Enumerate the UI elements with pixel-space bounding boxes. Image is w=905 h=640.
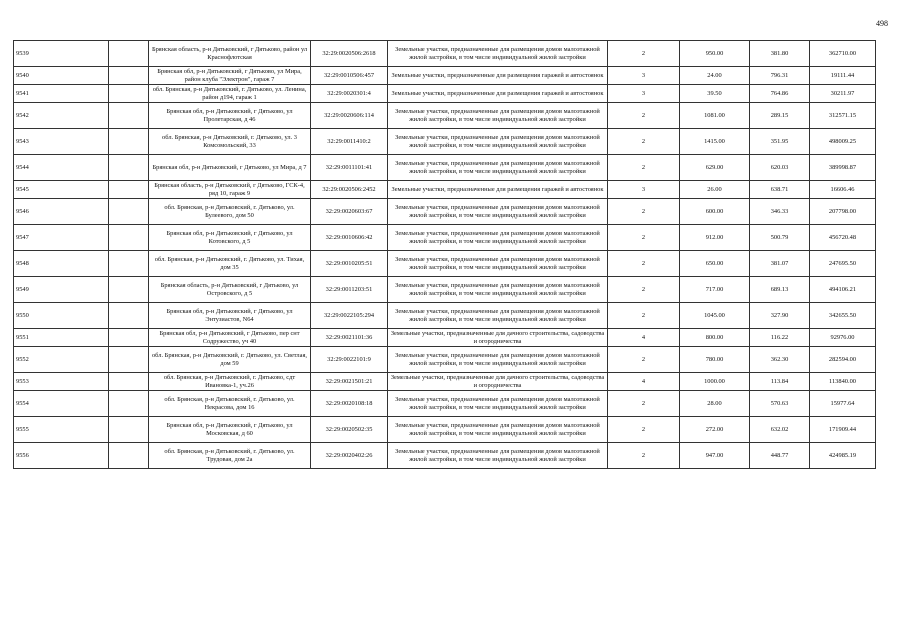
table-row bbox=[14, 103, 876, 129]
cadastral-value-cell: 113840.00 bbox=[810, 373, 876, 391]
address-cell: обл. Брянская, р-н Дятьковский, г. Дятьково, ул. Булеевого, дом 50 bbox=[149, 199, 311, 225]
specific-value-cell: 448.77 bbox=[750, 443, 810, 469]
row-number-cell: 9546 bbox=[14, 199, 109, 225]
area-cell: 1045.00 bbox=[680, 303, 750, 329]
empty-cell bbox=[109, 129, 149, 155]
cadastral-value-cell: 92976.00 bbox=[810, 329, 876, 347]
row-number-cell: 9540 bbox=[14, 67, 109, 85]
address-cell: Брянская обл, р-н Дятьковский, г Дятьково, ул Котовского, д 5 bbox=[149, 225, 311, 251]
cadastral-value-cell: 424985.19 bbox=[810, 443, 876, 469]
cadastral-value-cell: 342655.50 bbox=[810, 303, 876, 329]
cadastral-value-cell: 389998.87 bbox=[810, 155, 876, 181]
cadastral-value-cell: 456720.48 bbox=[810, 225, 876, 251]
empty-cell bbox=[109, 373, 149, 391]
permitted-use-cell: Земельные участки, предназначенные для размещения домов малоэтажной жилой застройки, в том числе индивидуальной жилой застройки bbox=[388, 41, 608, 67]
empty-cell bbox=[109, 417, 149, 443]
permitted-use-cell: Земельные участки, предназначенные для дачного строительства, садоводства и огородничества bbox=[388, 373, 608, 391]
cadastral-number-cell: 32:29:0020506:2618 bbox=[311, 41, 388, 67]
specific-value-cell: 327.90 bbox=[750, 303, 810, 329]
empty-cell bbox=[109, 67, 149, 85]
cadastral-number-cell: 32:29:0022101:9 bbox=[311, 347, 388, 373]
cadastral-value-cell: 247695.50 bbox=[810, 251, 876, 277]
specific-value-cell: 764.86 bbox=[750, 85, 810, 103]
row-number-cell: 9555 bbox=[14, 417, 109, 443]
cadastral-number-cell: 32:29:0011410:2 bbox=[311, 129, 388, 155]
table-row bbox=[14, 251, 876, 277]
group-code-cell: 2 bbox=[608, 129, 680, 155]
group-code-cell: 2 bbox=[608, 443, 680, 469]
cadastral-number-cell: 32:29:0020606:114 bbox=[311, 103, 388, 129]
row-number-cell: 9551 bbox=[14, 329, 109, 347]
specific-value-cell: 381.07 bbox=[750, 251, 810, 277]
area-cell: 629.00 bbox=[680, 155, 750, 181]
cadastral-number-cell: 32:29:0010606:42 bbox=[311, 225, 388, 251]
specific-value-cell: 289.15 bbox=[750, 103, 810, 129]
table-row bbox=[14, 181, 876, 199]
area-cell: 717.00 bbox=[680, 277, 750, 303]
address-cell: Брянская обл, р-н Дятьковский, г Дятьково, пер снт Содружество, уч 40 bbox=[149, 329, 311, 347]
address-cell: Брянская обл, р-н Дятьковский, г Дятьково, ул Московская, д 60 bbox=[149, 417, 311, 443]
permitted-use-cell: Земельные участки, предназначенные для размещения домов малоэтажной жилой застройки, в том числе индивидуальной жилой застройки bbox=[388, 155, 608, 181]
cadastral-value-cell: 494106.21 bbox=[810, 277, 876, 303]
cadastral-value-cell: 207798.00 bbox=[810, 199, 876, 225]
specific-value-cell: 689.13 bbox=[750, 277, 810, 303]
cadastral-number-cell: 32:29:0020301:4 bbox=[311, 85, 388, 103]
area-cell: 912.00 bbox=[680, 225, 750, 251]
empty-cell bbox=[109, 391, 149, 417]
table-row bbox=[14, 129, 876, 155]
cadastral-number-cell: 32:29:0010205:51 bbox=[311, 251, 388, 277]
row-number-cell: 9552 bbox=[14, 347, 109, 373]
area-cell: 1000.00 bbox=[680, 373, 750, 391]
group-code-cell: 4 bbox=[608, 329, 680, 347]
empty-cell bbox=[109, 347, 149, 373]
address-cell: Брянская обл, р-н Дятьковский, г Дятьково, ул Пролетарская, д 46 bbox=[149, 103, 311, 129]
group-code-cell: 2 bbox=[608, 417, 680, 443]
address-cell: Брянская область, р-н Дятьковский, г Дятьково, район ул Краснофлотская bbox=[149, 41, 311, 67]
row-number-cell: 9548 bbox=[14, 251, 109, 277]
address-cell: Брянская обл, р-н Дятьковский, г Дятьково, ул Мира, район клуба "Электрон", гараж 7 bbox=[149, 67, 311, 85]
specific-value-cell: 638.71 bbox=[750, 181, 810, 199]
area-cell: 26.00 bbox=[680, 181, 750, 199]
address-cell: обл. Брянская, р-н Дятьковский, г. Дятьково, сдт Ивановка-1, уч.26 bbox=[149, 373, 311, 391]
cadastral-value-cell: 16606.46 bbox=[810, 181, 876, 199]
table-row bbox=[14, 347, 876, 373]
area-cell: 780.00 bbox=[680, 347, 750, 373]
specific-value-cell: 116.22 bbox=[750, 329, 810, 347]
group-code-cell: 2 bbox=[608, 347, 680, 373]
table-row bbox=[14, 155, 876, 181]
address-cell: Брянская область, р-н Дятьковский, г Дятьково, ул Островского, д 5 bbox=[149, 277, 311, 303]
row-number-cell: 9542 bbox=[14, 103, 109, 129]
group-code-cell: 4 bbox=[608, 373, 680, 391]
address-cell: Брянская обл, р-н Дятьковский, г Дятьково, ул Мира, д 7 bbox=[149, 155, 311, 181]
table-row bbox=[14, 303, 876, 329]
empty-cell bbox=[109, 85, 149, 103]
table-row bbox=[14, 225, 876, 251]
row-number-cell: 9545 bbox=[14, 181, 109, 199]
specific-value-cell: 620.03 bbox=[750, 155, 810, 181]
row-number-cell: 9541 bbox=[14, 85, 109, 103]
empty-cell bbox=[109, 277, 149, 303]
group-code-cell: 2 bbox=[608, 103, 680, 129]
address-cell: обл. Брянская, р-н Дятьковский, г. Дятьково, ул. Ленина, район д194, гараж 1 bbox=[149, 85, 311, 103]
empty-cell bbox=[109, 41, 149, 67]
permitted-use-cell: Земельные участки, предназначенные для размещения домов малоэтажной жилой застройки, в том числе индивидуальной жилой застройки bbox=[388, 199, 608, 225]
permitted-use-cell: Земельные участки, предназначенные для размещения домов малоэтажной жилой застройки, в том числе индивидуальной жилой застройки bbox=[388, 225, 608, 251]
permitted-use-cell: Земельные участки, предназначенные для размещения гаражей и автостоянок bbox=[388, 181, 608, 199]
cadastral-value-cell: 282594.00 bbox=[810, 347, 876, 373]
row-number-cell: 9550 bbox=[14, 303, 109, 329]
empty-cell bbox=[109, 251, 149, 277]
address-cell: обл. Брянская, р-н Дятьковский, г. Дятьково, ул. Трудовая, дом 2а bbox=[149, 443, 311, 469]
group-code-cell: 2 bbox=[608, 155, 680, 181]
empty-cell bbox=[109, 181, 149, 199]
empty-cell bbox=[109, 443, 149, 469]
area-cell: 39.50 bbox=[680, 85, 750, 103]
address-cell: обл. Брянская, р-н Дятьковский, г. Дятьково, ул. Тихая, дом 35 bbox=[149, 251, 311, 277]
cadastral-value-cell: 15977.64 bbox=[810, 391, 876, 417]
address-cell: обл. Брянская, р-н Дятьковский, г. Дятьково, ул. Некрасова, дом 16 bbox=[149, 391, 311, 417]
area-cell: 272.00 bbox=[680, 417, 750, 443]
permitted-use-cell: Земельные участки, предназначенные для размещения домов малоэтажной жилой застройки, в том числе индивидуальной жилой застройки bbox=[388, 443, 608, 469]
area-cell: 1081.00 bbox=[680, 103, 750, 129]
cadastral-value-cell: 312571.15 bbox=[810, 103, 876, 129]
permitted-use-cell: Земельные участки, предназначенные для дачного строительства, садоводства и огородничества bbox=[388, 329, 608, 347]
row-number-cell: 9544 bbox=[14, 155, 109, 181]
group-code-cell: 3 bbox=[608, 181, 680, 199]
specific-value-cell: 381.80 bbox=[750, 41, 810, 67]
address-cell: Брянская обл, р-н Дятьковский, г Дятьково, ул Энтузиастов, N64 bbox=[149, 303, 311, 329]
cadastral-number-cell: 32:29:0020502:35 bbox=[311, 417, 388, 443]
land-registry-table bbox=[13, 40, 876, 469]
row-number-cell: 9554 bbox=[14, 391, 109, 417]
specific-value-cell: 570.63 bbox=[750, 391, 810, 417]
cadastral-number-cell: 32:29:0022105:294 bbox=[311, 303, 388, 329]
row-number-cell: 9556 bbox=[14, 443, 109, 469]
empty-cell bbox=[109, 225, 149, 251]
empty-cell bbox=[109, 329, 149, 347]
group-code-cell: 3 bbox=[608, 85, 680, 103]
group-code-cell: 2 bbox=[608, 303, 680, 329]
row-number-cell: 9543 bbox=[14, 129, 109, 155]
group-code-cell: 2 bbox=[608, 277, 680, 303]
cadastral-value-cell: 30211.97 bbox=[810, 85, 876, 103]
permitted-use-cell: Земельные участки, предназначенные для размещения домов малоэтажной жилой застройки, в том числе индивидуальной жилой застройки bbox=[388, 103, 608, 129]
table-row bbox=[14, 391, 876, 417]
cadastral-number-cell: 32:29:0020402:26 bbox=[311, 443, 388, 469]
permitted-use-cell: Земельные участки, предназначенные для размещения домов малоэтажной жилой застройки, в том числе индивидуальной жилой застройки bbox=[388, 391, 608, 417]
area-cell: 950.00 bbox=[680, 41, 750, 67]
permitted-use-cell: Земельные участки, предназначенные для размещения домов малоэтажной жилой застройки, в том числе индивидуальной жилой застройки bbox=[388, 347, 608, 373]
area-cell: 947.00 bbox=[680, 443, 750, 469]
specific-value-cell: 351.95 bbox=[750, 129, 810, 155]
area-cell: 800.00 bbox=[680, 329, 750, 347]
specific-value-cell: 796.31 bbox=[750, 67, 810, 85]
permitted-use-cell: Земельные участки, предназначенные для размещения домов малоэтажной жилой застройки, в том числе индивидуальной жилой застройки bbox=[388, 277, 608, 303]
group-code-cell: 2 bbox=[608, 41, 680, 67]
permitted-use-cell: Земельные участки, предназначенные для размещения домов малоэтажной жилой застройки, в том числе индивидуальной жилой застройки bbox=[388, 303, 608, 329]
area-cell: 1415.00 bbox=[680, 129, 750, 155]
row-number-cell: 9549 bbox=[14, 277, 109, 303]
specific-value-cell: 362.30 bbox=[750, 347, 810, 373]
table-row bbox=[14, 329, 876, 347]
area-cell: 650.00 bbox=[680, 251, 750, 277]
table-row bbox=[14, 277, 876, 303]
specific-value-cell: 346.33 bbox=[750, 199, 810, 225]
cadastral-number-cell: 32:29:0011203:51 bbox=[311, 277, 388, 303]
empty-cell bbox=[109, 103, 149, 129]
specific-value-cell: 113.84 bbox=[750, 373, 810, 391]
area-cell: 28.00 bbox=[680, 391, 750, 417]
table-row bbox=[14, 373, 876, 391]
table-row bbox=[14, 67, 876, 85]
permitted-use-cell: Земельные участки, предназначенные для размещения домов малоэтажной жилой застройки, в том числе индивидуальной жилой застройки bbox=[388, 417, 608, 443]
cadastral-number-cell: 32:29:0011101:41 bbox=[311, 155, 388, 181]
row-number-cell: 9553 bbox=[14, 373, 109, 391]
empty-cell bbox=[109, 155, 149, 181]
cadastral-number-cell: 32:29:0020603:67 bbox=[311, 199, 388, 225]
group-code-cell: 3 bbox=[608, 67, 680, 85]
cadastral-value-cell: 498009.25 bbox=[810, 129, 876, 155]
permitted-use-cell: Земельные участки, предназначенные для размещения домов малоэтажной жилой застройки, в том числе индивидуальной жилой застройки bbox=[388, 129, 608, 155]
registry-body bbox=[14, 41, 876, 469]
cadastral-value-cell: 362710.00 bbox=[810, 41, 876, 67]
page-number: 498 bbox=[876, 19, 888, 28]
table-row bbox=[14, 199, 876, 225]
cadastral-number-cell: 32:29:0021501:21 bbox=[311, 373, 388, 391]
table-row bbox=[14, 41, 876, 67]
area-cell: 24.00 bbox=[680, 67, 750, 85]
row-number-cell: 9547 bbox=[14, 225, 109, 251]
cadastral-number-cell: 32:29:0020506:2452 bbox=[311, 181, 388, 199]
group-code-cell: 2 bbox=[608, 391, 680, 417]
group-code-cell: 2 bbox=[608, 225, 680, 251]
address-cell: обл. Брянская, р-н Дятьковский, г. Дятьково, ул. Светлая, дом 59 bbox=[149, 347, 311, 373]
row-number-cell: 9539 bbox=[14, 41, 109, 67]
cadastral-number-cell: 32:29:0020108:18 bbox=[311, 391, 388, 417]
permitted-use-cell: Земельные участки, предназначенные для размещения домов малоэтажной жилой застройки, в том числе индивидуальной жилой застройки bbox=[388, 251, 608, 277]
specific-value-cell: 632.02 bbox=[750, 417, 810, 443]
permitted-use-cell: Земельные участки, предназначенные для размещения гаражей и автостоянок bbox=[388, 67, 608, 85]
specific-value-cell: 500.79 bbox=[750, 225, 810, 251]
address-cell: обл. Брянская, р-н Дятьковский, г. Дятьково, ул. 3 Комсомольский, 33 bbox=[149, 129, 311, 155]
cadastral-value-cell: 171909.44 bbox=[810, 417, 876, 443]
cadastral-number-cell: 32:29:0021101:36 bbox=[311, 329, 388, 347]
group-code-cell: 2 bbox=[608, 199, 680, 225]
area-cell: 600.00 bbox=[680, 199, 750, 225]
permitted-use-cell: Земельные участки, предназначенные для размещения гаражей и автостоянок bbox=[388, 85, 608, 103]
group-code-cell: 2 bbox=[608, 251, 680, 277]
table-row bbox=[14, 417, 876, 443]
table-row bbox=[14, 85, 876, 103]
cadastral-value-cell: 19111.44 bbox=[810, 67, 876, 85]
cadastral-number-cell: 32:29:0010506:457 bbox=[311, 67, 388, 85]
empty-cell bbox=[109, 199, 149, 225]
address-cell: Брянская область, р-н Дятьковский, г Дятьково, ГСК-4, ряд 10, гараж 9 bbox=[149, 181, 311, 199]
empty-cell bbox=[109, 303, 149, 329]
table-row bbox=[14, 443, 876, 469]
